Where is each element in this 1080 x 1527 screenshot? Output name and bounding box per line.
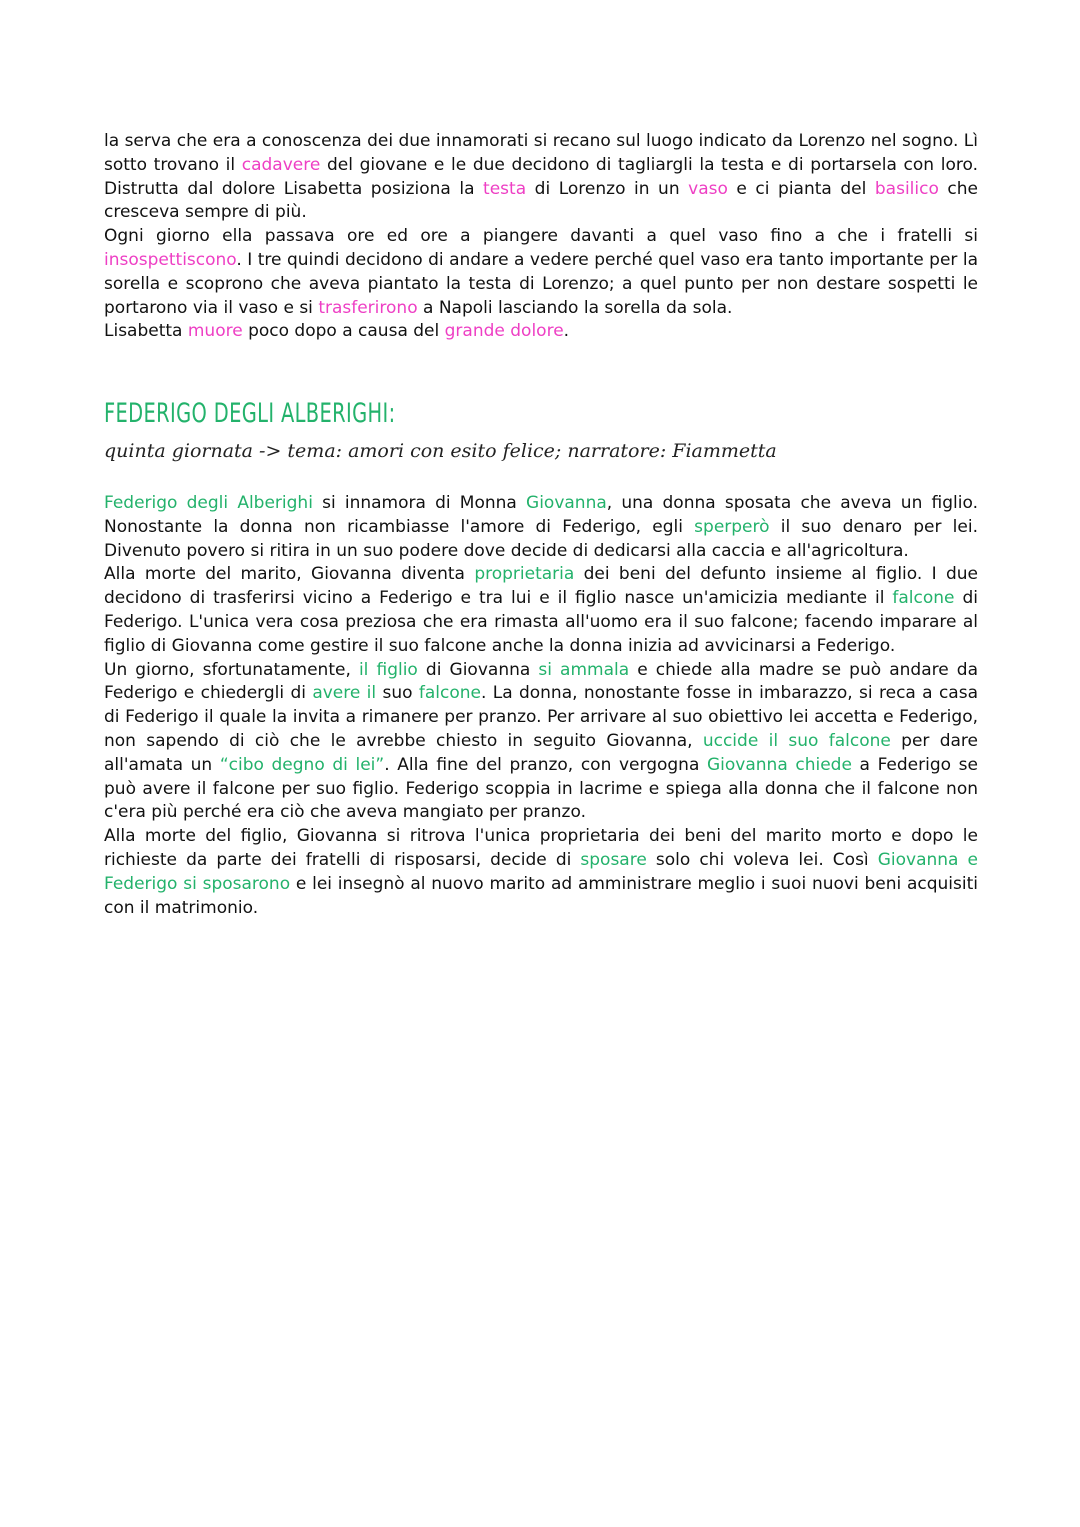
text-run: . La donna, nonostante fosse in imbarazzo, si reca a casa di Federigo il quale la invita a rimanere per pranzo. Per arrivare al suo obiettivo lei accetta e Federigo, non sapendo di ciò che le avrebbe chiesto in seguito Giovanna,: [104, 683, 978, 751]
highlight-pink: cadavere: [241, 154, 321, 175]
paragraph: [104, 659, 978, 826]
highlight-pink: muore: [187, 321, 243, 342]
text-run: Un giorno, sfortunatamente,: [104, 659, 359, 680]
highlight-green: avere il: [312, 683, 377, 704]
highlight-green: proprietaria: [474, 564, 575, 585]
text-run: che cresceva sempre di più.: [104, 178, 978, 223]
text-run: suo: [376, 683, 419, 704]
text-run: del giovane e le due decidono di tagliargli la testa e di portarsela con loro. Distrutta dal dolore Lisabetta posiziona la: [104, 154, 978, 199]
section-subtitle: quinta giornata -> tema: amori con esito felice; narratore: Fiammetta: [104, 440, 777, 462]
highlight-green: Giovanna e Federigo si sposarono: [104, 849, 979, 894]
paragraph: [104, 130, 978, 225]
text-run: Alla morte del marito, Giovanna diventa: [104, 564, 475, 585]
lisabetta-section: [104, 130, 978, 344]
paragraph: [104, 563, 978, 658]
text-run: dei beni del defunto insieme al figlio. I due decidono di trasferirsi vicino a Federigo e tra lui e il figlio nasce un'amicizia mediante il: [104, 564, 978, 609]
highlight-pink: grande dolore: [444, 321, 564, 342]
text-run: , una donna sposata che aveva un figlio. Nonostante la donna non ricambiasse l'amore di Federigo, egli: [104, 493, 978, 537]
text-run: si innamora di Monna: [312, 493, 527, 513]
text-run: di Giovanna: [417, 659, 539, 680]
highlight-green: falcone: [418, 683, 481, 704]
federigo-section: [104, 492, 978, 920]
text-run: . Alla fine del pranzo, con vergogna: [384, 754, 707, 775]
section-heading: FEDERIGO DEGLI ALBERIGHI:: [104, 398, 396, 429]
highlight-green: sperperò: [694, 516, 770, 537]
paragraph: [104, 225, 978, 320]
highlight-green: Giovanna chiede: [707, 754, 852, 775]
paragraph: [104, 825, 978, 920]
text-run: Ogni giorno ella passava ore ed ore a piangere davanti a quel vaso fino a che i fratelli si: [104, 226, 978, 247]
highlight-green: sposare: [580, 849, 647, 870]
highlight-pink: basilico: [874, 178, 939, 199]
highlight-green: uccide il suo falcone: [702, 730, 891, 751]
highlight-pink: trasferirono: [318, 297, 418, 318]
highlight-green: Giovanna: [526, 493, 607, 513]
text-run: poco dopo a causa del: [242, 321, 445, 342]
text-run: .: [563, 321, 570, 342]
text-run: . I tre quindi decidono di andare a vedere perché quel vaso era tanto importante per la sorella e scoprono che aveva piantato la testa di Lorenzo; a quel punto per non destare sospetti le portarono via il vaso e si: [104, 249, 978, 318]
text-run: la serva che era a conoscenza dei due innamorati si recano sul luogo indicato da Lorenzo nel sogno. Lì sotto trovano il: [104, 131, 978, 175]
highlight-pink: vaso: [688, 178, 728, 199]
text-run: di Lorenzo in un: [526, 178, 689, 199]
paragraph: [104, 320, 978, 344]
text-run: Lisabetta: [104, 321, 188, 342]
highlight-pink: testa: [483, 178, 527, 199]
text-run: e chiede alla madre se può andare da Federigo e chiedergli di: [104, 659, 978, 704]
text-run: e lei insegnò al nuovo marito ad amministrare meglio i suoi nuovi beni acquisiti con il matrimonio.: [104, 873, 978, 918]
text-run: e ci pianta del: [727, 178, 875, 199]
highlight-pink: insospettiscono: [104, 249, 237, 270]
text-run: il suo denaro per lei. Divenuto povero si ritira in un suo podere dove decide di dedicarsi alla caccia e all'agricoltura.: [104, 516, 978, 561]
text-run: di Federigo. L'unica vera cosa preziosa che era rimasta all'uomo era il suo falcone; facendo imparare al figlio di Giovanna come gestire il suo falcone anche la donna inizia ad avvicinarsi a Federigo.: [104, 588, 978, 656]
highlight-green: si ammala: [538, 659, 630, 680]
paragraph: [104, 492, 978, 563]
text-run: Alla morte del figlio, Giovanna si ritrova l'unica proprietaria dei beni del marito morto e dopo le richieste da parte dei fratelli di risposarsi, decide di: [104, 826, 978, 870]
text-run: per dare all'amata un: [104, 730, 978, 775]
highlight-green: falcone: [892, 588, 955, 609]
highlight-green: “cibo degno di lei”: [219, 754, 385, 775]
highlight-green: il figlio: [358, 659, 418, 680]
text-run: solo chi voleva lei. Così: [646, 849, 878, 870]
highlight-green: Federigo degli Alberighi: [104, 493, 313, 513]
text-run: a Napoli lasciando la sorella da sola.: [417, 297, 733, 318]
text-run: a Federigo se può avere il falcone per suo figlio. Federigo scoppia in lacrime e spiega alla donna che il falcone non c'era più perché era ciò che aveva mangiato per pranzo.: [104, 754, 978, 823]
